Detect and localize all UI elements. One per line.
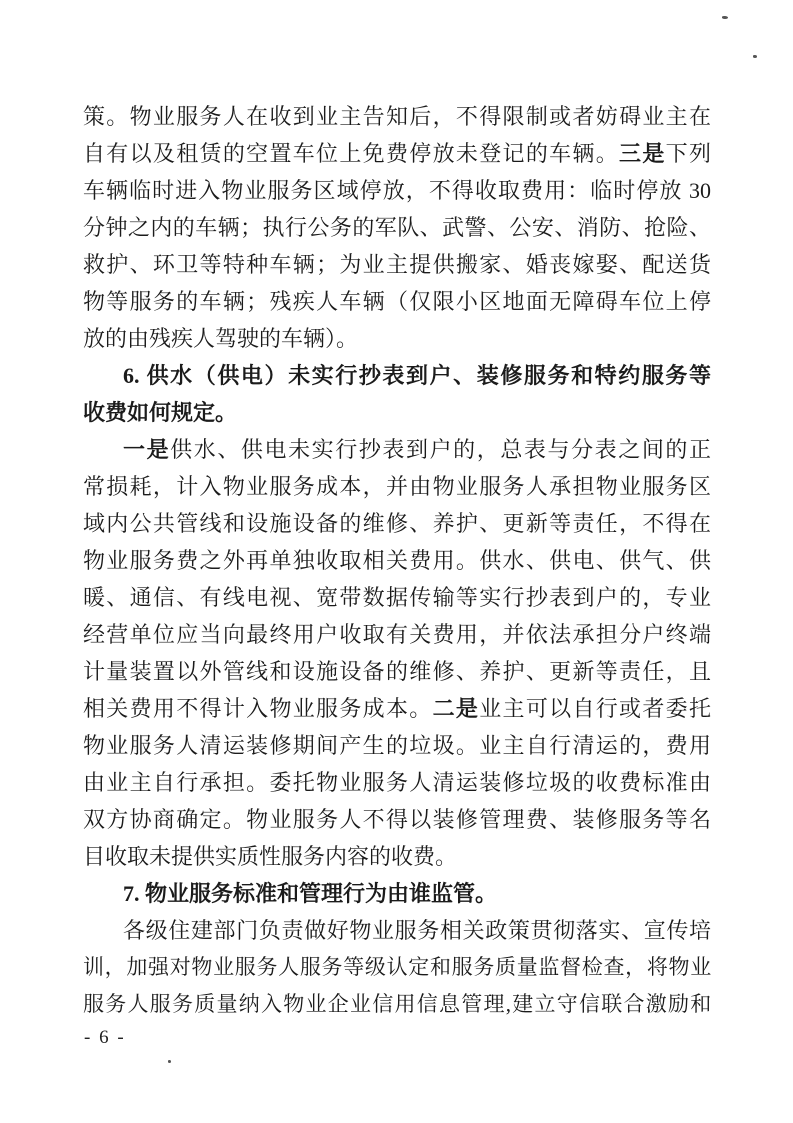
body-line (83, 542, 711, 579)
text-run: 暖、通信、有线电视、宽带数据传输等实行抄表到户的，专业 (83, 585, 711, 610)
text-run: 计量装置以外管线和设施设备的维修、养护、更新等责任，且 (83, 659, 711, 684)
document-body (83, 98, 711, 1023)
text-run: 车辆临时进入物业服务区域停放，不得收取费用：临时停放 30 (83, 178, 711, 203)
text-run: 救护、环卫等特种车辆；为业主提供搬家、婚丧嫁娶、配送货 (83, 252, 711, 277)
text-run: 物业服务费之外再单独收取相关费用。供水、供电、供气、供 (83, 548, 711, 573)
text-run: 相关费用不得计入物业服务成本。 (83, 696, 433, 721)
body-line (83, 505, 711, 542)
body-line (83, 616, 711, 653)
scan-speck (722, 16, 728, 19)
text-run: 目收取未提供实质性服务内容的收费。 (83, 844, 458, 869)
text-run: 服务人服务质量纳入物业企业信用信息管理,建立守信联合激励和 (83, 992, 711, 1016)
bold-text-run: 三是 (619, 141, 666, 166)
text-run: 业主可以自行或者委托 (479, 696, 711, 721)
text-run: 双方协商确定。物业服务人不得以装修管理费、装修服务等名 (83, 807, 711, 832)
scan-speck (168, 1060, 171, 1063)
text-run: 策。物业服务人在收到业主告知后，不得限制或者妨碍业主在 (83, 104, 711, 129)
text-run: 自有以及租赁的空置车位上免费停放未登记的车辆。 (83, 141, 620, 166)
text-run: 物等服务的车辆；残疾人车辆（仅限小区地面无障碍车位上停 (83, 289, 711, 314)
footer-page-number: - 6 - (84, 1027, 126, 1048)
text-run: 由业主自行承担。委托物业服务人清运装修垃圾的收费标准由 (83, 770, 711, 795)
body-line (83, 801, 711, 838)
body-line (83, 727, 711, 764)
text-run: 域内公共管线和设施设备的维修、养护、更新等责任，不得在 (83, 511, 711, 536)
bold-text-run: 7. 物业服务标准和管理行为由谁监管。 (123, 881, 498, 906)
body-line (83, 579, 711, 616)
text-run: 供水、供电未实行抄表到户的，总表与分表之间的正 (170, 437, 711, 462)
bold-text-run: 一是 (123, 437, 171, 462)
text-run: 放的由残疾人驾驶的车辆）。 (83, 326, 359, 351)
section-6-heading-line (83, 394, 711, 431)
bold-text-run: 二是 (432, 696, 480, 721)
text-run: 经营单位应当向最终用户收取有关费用，并依法承担分户终端 (83, 622, 711, 647)
body-line (83, 986, 711, 1023)
body-line (83, 912, 711, 949)
body-line (83, 320, 711, 357)
text-run: 各级住建部门负责做好物业服务相关政策贯彻落实、宣传培 (123, 918, 711, 943)
scan-speck (753, 55, 757, 58)
body-line (83, 209, 711, 246)
bold-text-run: 6. 供水（供电）未实行抄表到户、装修服务和特约服务等 (123, 363, 711, 388)
text-run: 下列 (665, 141, 711, 166)
body-line (83, 764, 711, 801)
body-line (83, 172, 711, 209)
bold-text-run: 收费如何规定。 (83, 400, 238, 425)
text-run: 分钟之内的车辆；执行公务的军队、武警、公安、消防、抢险、 (83, 215, 711, 240)
body-line (83, 135, 711, 172)
body-line (83, 838, 711, 875)
text-run: 训，加强对物业服务人服务等级认定和服务质量监督检查，将物业 (83, 955, 711, 979)
body-line (83, 949, 711, 986)
body-line (83, 431, 711, 468)
body-line (83, 690, 711, 727)
body-line (83, 653, 711, 690)
text-run: 常损耗，计入物业服务成本，并由物业服务人承担物业服务区 (83, 474, 711, 499)
section-7-heading-line (83, 875, 711, 912)
body-line (83, 98, 711, 135)
body-line (83, 246, 711, 283)
body-line (83, 468, 711, 505)
text-run: 物业服务人清运装修期间产生的垃圾。业主自行清运的，费用 (83, 733, 711, 758)
body-line (83, 283, 711, 320)
section-6-heading-line (83, 357, 711, 394)
